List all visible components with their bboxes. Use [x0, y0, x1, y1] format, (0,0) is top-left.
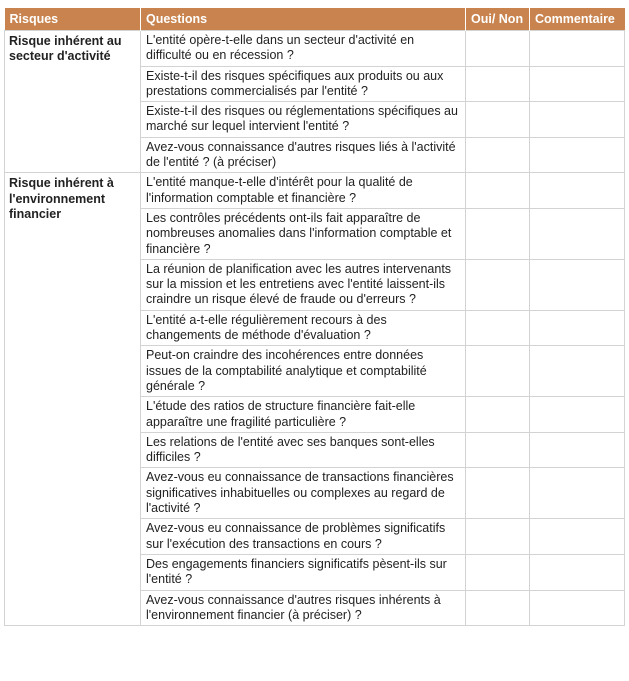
- header-commentaire: Commentaire: [530, 8, 625, 31]
- header-questions: Questions: [141, 8, 466, 31]
- oui-non-cell[interactable]: [466, 432, 530, 468]
- risk-category: Risque inhérent au secteur d'activité: [5, 31, 141, 173]
- comment-cell[interactable]: [530, 102, 625, 138]
- comment-cell[interactable]: [530, 31, 625, 67]
- oui-non-cell[interactable]: [466, 346, 530, 397]
- comment-cell[interactable]: [530, 432, 625, 468]
- question-cell: Les contrôles précédents ont-ils fait apparaître de nombreuses anomalies dans l'information comptable et financière ?: [141, 208, 466, 259]
- question-cell: L'étude des ratios de structure financière fait-elle apparaître une fragilité particulière ?: [141, 397, 466, 433]
- oui-non-cell[interactable]: [466, 66, 530, 102]
- question-cell: Les relations de l'entité avec ses banques sont-elles difficiles ?: [141, 432, 466, 468]
- header-row: [5, 8, 625, 31]
- question-cell: Avez-vous connaissance d'autres risques liés à l'activité de l'entité ? (à préciser): [141, 137, 466, 173]
- oui-non-cell[interactable]: [466, 590, 530, 626]
- question-cell: Avez-vous eu connaissance de transactions financières significatives inhabituelles ou complexes au regard de l'activité ?: [141, 468, 466, 519]
- comment-cell[interactable]: [530, 397, 625, 433]
- oui-non-cell[interactable]: [466, 310, 530, 346]
- comment-cell[interactable]: [530, 554, 625, 590]
- comment-cell[interactable]: [530, 137, 625, 173]
- comment-cell[interactable]: [530, 519, 625, 555]
- oui-non-cell[interactable]: [466, 173, 530, 209]
- comment-cell[interactable]: [530, 468, 625, 519]
- question-cell: Avez-vous eu connaissance de problèmes significatifs sur l'exécution des transactions en cours ?: [141, 519, 466, 555]
- question-cell: L'entité a-t-elle régulièrement recours à des changements de méthode d'évaluation ?: [141, 310, 466, 346]
- comment-cell[interactable]: [530, 590, 625, 626]
- comment-cell[interactable]: [530, 208, 625, 259]
- comment-cell[interactable]: [530, 173, 625, 209]
- table-row: [5, 31, 625, 67]
- oui-non-cell[interactable]: [466, 554, 530, 590]
- table-row: [5, 173, 625, 209]
- question-cell: L'entité opère-t-elle dans un secteur d'activité en difficulté ou en récession ?: [141, 31, 466, 67]
- oui-non-cell[interactable]: [466, 31, 530, 67]
- question-cell: Existe-t-il des risques spécifiques aux produits ou aux prestations commercialisés par l'entité ?: [141, 66, 466, 102]
- comment-cell[interactable]: [530, 66, 625, 102]
- oui-non-cell[interactable]: [466, 259, 530, 310]
- question-cell: Avez-vous connaissance d'autres risques inhérents à l'environnement financier (à préciser) ?: [141, 590, 466, 626]
- oui-non-cell[interactable]: [466, 468, 530, 519]
- oui-non-cell[interactable]: [466, 519, 530, 555]
- header-risques: Risques: [5, 8, 141, 31]
- comment-cell[interactable]: [530, 346, 625, 397]
- question-cell: La réunion de planification avec les autres intervenants sur la mission et les entretiens avec l'entité laissent-ils craindre un risque élevé de fraude ou d'erreurs ?: [141, 259, 466, 310]
- question-cell: Peut-on craindre des incohérences entre données issues de la comptabilité analytique et comptabilité générale ?: [141, 346, 466, 397]
- risk-category: Risque inhérent à l'environnement financier: [5, 173, 141, 626]
- question-cell: Des engagements financiers significatifs pèsent-ils sur l'entité ?: [141, 554, 466, 590]
- oui-non-cell[interactable]: [466, 397, 530, 433]
- oui-non-cell[interactable]: [466, 137, 530, 173]
- risk-questionnaire-table: [4, 8, 625, 626]
- header-oui-non: Oui/ Non: [466, 8, 530, 31]
- oui-non-cell[interactable]: [466, 208, 530, 259]
- comment-cell[interactable]: [530, 310, 625, 346]
- oui-non-cell[interactable]: [466, 102, 530, 138]
- question-cell: Existe-t-il des risques ou réglementations spécifiques au marché sur lequel intervient l'entité ?: [141, 102, 466, 138]
- question-cell: L'entité manque-t-elle d'intérêt pour la qualité de l'information comptable et financière ?: [141, 173, 466, 209]
- comment-cell[interactable]: [530, 259, 625, 310]
